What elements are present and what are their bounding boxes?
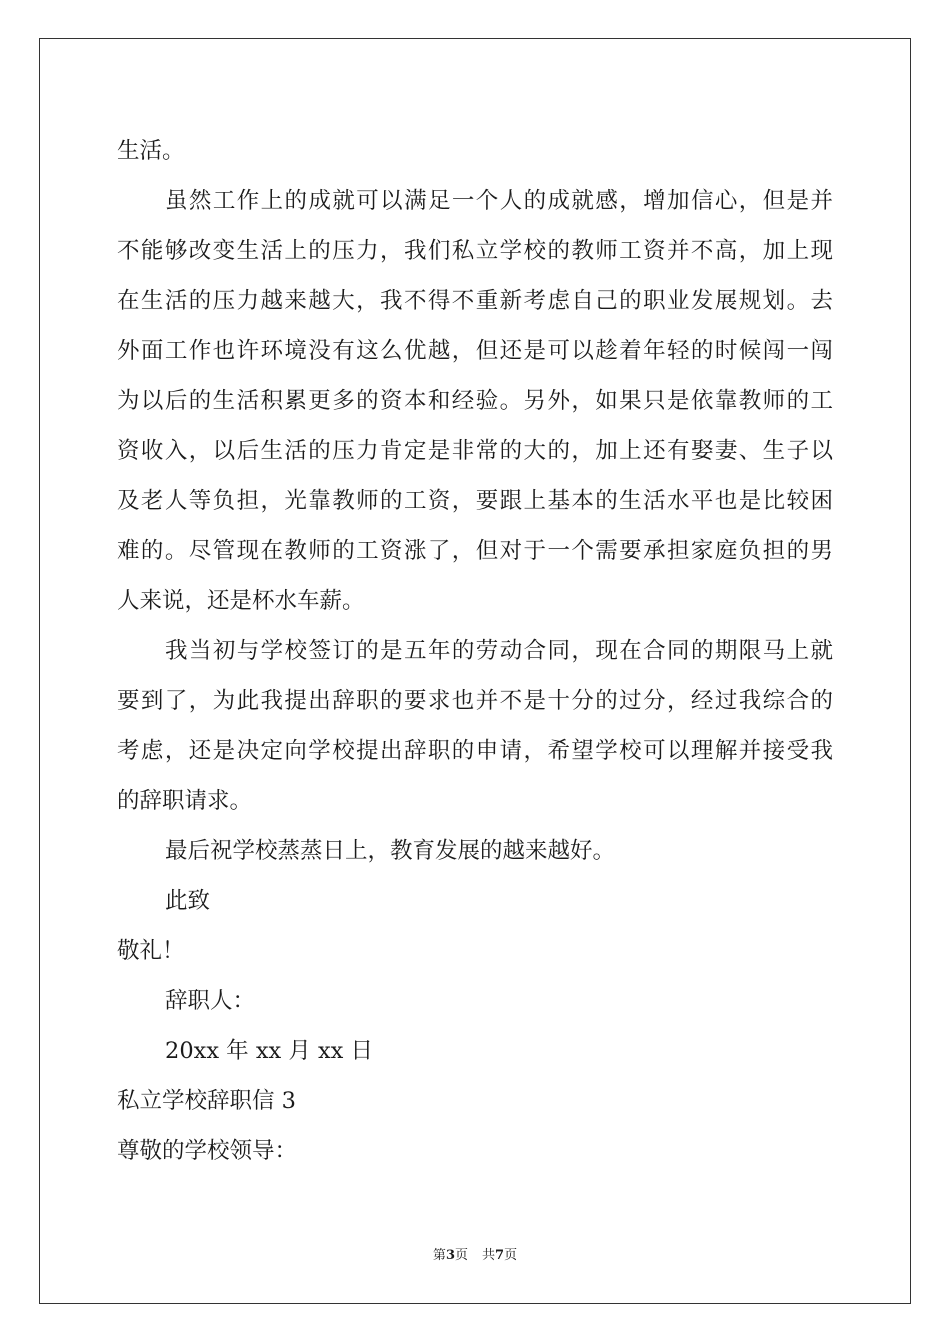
total-suffix: 页 (504, 1248, 518, 1263)
text-line: 为以后的生活积累更多的资本和经验。另外，如果只是依靠教师的工 (117, 388, 833, 414)
letter-greeting: 尊敬的学校领导： (117, 1138, 298, 1164)
total-prefix: 共 (482, 1248, 496, 1263)
paragraph-start-line: 我当初与学校签订的是五年的劳动合同，现在合同的期限马上就 (165, 638, 833, 664)
signature-date: 20xx 年 xx 月 xx 日 (165, 1038, 374, 1064)
closing-wish: 最后祝学校蒸蒸日上，教育发展的越来越好。 (165, 838, 616, 864)
page-footer (0, 1247, 950, 1265)
text-line: 人来说，还是杯水车薪。 (117, 588, 365, 614)
section-title: 私立学校辞职信 3 (117, 1088, 296, 1114)
text-line: 不能够改变生活上的压力，我们私立学校的教师工资并不高，加上现 (117, 238, 833, 264)
text-line: 的辞职请求。 (117, 788, 253, 814)
letter-body (117, 126, 833, 1176)
page-number: 3 (445, 1248, 455, 1263)
paragraph-start-line: 虽然工作上的成就可以满足一个人的成就感，增加信心，但是并 (165, 188, 833, 214)
text-line: 外面工作也许环境没有这么优越，但还是可以趁着年轻的时候闯一闯 (117, 338, 833, 364)
text-line: 在生活的压力越来越大，我不得不重新考虑自己的职业发展规划。去 (117, 288, 833, 314)
total-pages: 7 (495, 1248, 505, 1263)
text-line: 及老人等负担，光靠教师的工资，要跟上基本的生活水平也是比较困 (117, 488, 833, 514)
signature-label: 辞职人： (165, 988, 256, 1014)
text-line: 难的。尽管现在教师的工资涨了，但对于一个需要承担家庭负担的男 (117, 538, 833, 564)
text-line: 资收入，以后生活的压力肯定是非常的大的，加上还有娶妻、生子以 (117, 438, 833, 464)
page-prefix: 第 (432, 1248, 446, 1263)
salutation-close: 此致 (165, 888, 211, 914)
text-line: 要到了，为此我提出辞职的要求也并不是十分的过分，经过我综合的 (117, 688, 833, 714)
page-suffix: 页 (454, 1248, 468, 1263)
salutation-regards: 敬礼！ (117, 938, 185, 964)
text-line: 生活。 (117, 138, 185, 164)
text-line: 考虑，还是决定向学校提出辞职的申请，希望学校可以理解并接受我 (117, 738, 833, 764)
